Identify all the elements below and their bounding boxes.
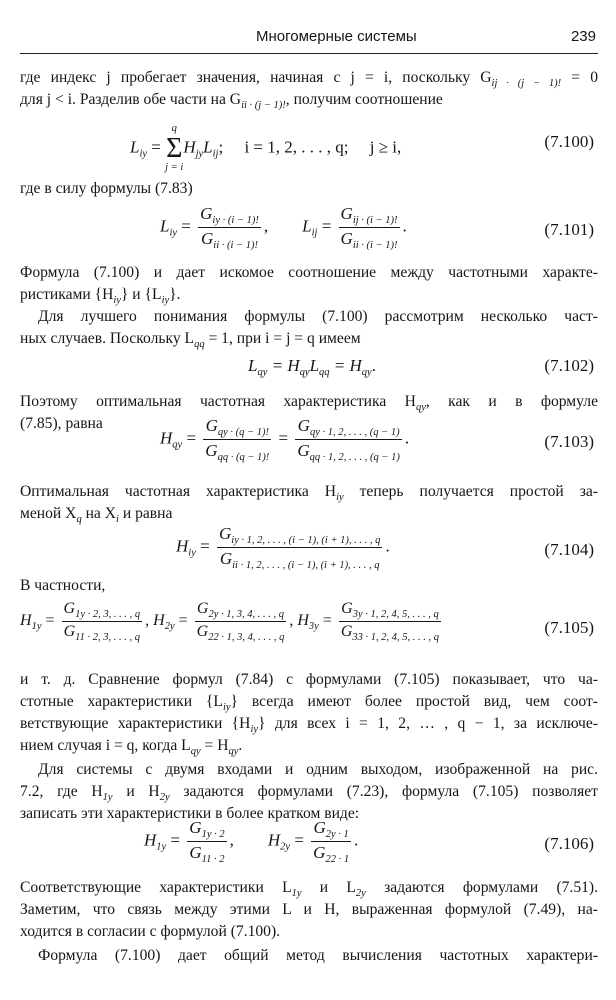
numerator bbox=[195, 600, 287, 622]
page-number: 239 bbox=[570, 28, 596, 45]
equation-body bbox=[20, 600, 444, 643]
denominator bbox=[311, 842, 351, 865]
text-line bbox=[20, 900, 598, 920]
text-span: задаются формулами (7.23), формула (7.105) позволяет bbox=[169, 783, 598, 800]
symbol: H bbox=[176, 536, 189, 556]
text-span: Заметим, что связь между этими L и H, выраженная формулой (7.49), на- bbox=[20, 901, 598, 918]
equation-7-106 bbox=[0, 818, 616, 878]
denominator bbox=[295, 440, 402, 463]
subscript: ii · (i − 1)! bbox=[352, 240, 398, 251]
subscript: iy bbox=[161, 295, 170, 306]
symbol: = H bbox=[267, 356, 300, 375]
fraction bbox=[62, 600, 143, 643]
equation-7-100 bbox=[0, 114, 616, 172]
text-span: } и {L bbox=[120, 286, 162, 303]
equation-body bbox=[130, 124, 401, 173]
equation-7-101 bbox=[0, 204, 616, 258]
text-span: . bbox=[238, 737, 243, 754]
subscript: qy · 1, 2, . . . , (q − 1) bbox=[309, 427, 400, 438]
text-span: Оптимальная частотная характеристика H bbox=[20, 483, 337, 500]
symbol: H bbox=[297, 612, 309, 630]
text-span: и равна bbox=[118, 505, 173, 522]
text-span: для j < i. Разделив обе части на G bbox=[20, 91, 242, 108]
running-title: Многомерные системы bbox=[256, 28, 417, 45]
operator: = bbox=[147, 137, 166, 157]
subscript: 2y bbox=[355, 888, 366, 899]
subscript: iy · (i − 1)! bbox=[212, 215, 259, 226]
text-span: задаются формулами (7.51). bbox=[365, 879, 599, 896]
text-span: } всегда имеют более простой вид, чем соот- bbox=[230, 693, 598, 710]
subscript: qy bbox=[172, 439, 183, 451]
symbol: L bbox=[203, 137, 213, 157]
operator: = bbox=[182, 428, 201, 448]
subscript: ij · (i − 1)! bbox=[352, 215, 398, 226]
sum-sign: Σ bbox=[166, 132, 183, 164]
subscript: iy bbox=[336, 492, 344, 503]
text-span: на X bbox=[81, 505, 117, 522]
separator: . bbox=[371, 356, 376, 375]
text-span: меной X bbox=[20, 505, 77, 522]
symbol: G bbox=[196, 600, 209, 617]
symbol: G bbox=[205, 416, 218, 435]
subscript: 3y · 1, 2, 4, 5, . . . , q bbox=[352, 609, 439, 620]
numerator bbox=[339, 204, 400, 228]
numerator bbox=[339, 600, 441, 622]
text-line bbox=[20, 736, 598, 762]
denominator bbox=[339, 228, 400, 251]
separator: . bbox=[402, 216, 407, 236]
text-span: Для лучшего понимания формулы (7.100) рассмотрим несколько част- bbox=[38, 308, 598, 325]
text-span: 7.2, где H bbox=[20, 783, 103, 800]
text-line bbox=[20, 946, 598, 966]
subscript: qy bbox=[415, 402, 426, 413]
subscript: 11 · 2 bbox=[201, 854, 225, 865]
text-span: где в силу формулы (7.83) bbox=[20, 180, 193, 197]
equation-number: (7.103) bbox=[544, 432, 594, 451]
equation-number: (7.105) bbox=[544, 618, 594, 637]
separator: , bbox=[289, 612, 294, 630]
text-line bbox=[20, 307, 598, 327]
equation-7-104 bbox=[0, 524, 616, 580]
subscript: 22 · 1, 3, 4, . . . , q bbox=[208, 632, 285, 643]
text-span: ристиками {H bbox=[20, 286, 114, 303]
subscript: 3y bbox=[308, 621, 319, 633]
subscript: ii · 1, 2, . . . , (i − 1), (i + 1), . . . , q bbox=[232, 560, 380, 571]
text-span: и L bbox=[301, 879, 356, 896]
operator: = bbox=[177, 216, 196, 236]
sum-lower-limit: j = i bbox=[165, 161, 184, 173]
symbol: H bbox=[153, 612, 165, 630]
denominator bbox=[187, 842, 226, 865]
subscript: iy bbox=[188, 547, 196, 559]
numerator bbox=[311, 818, 351, 842]
operator: = bbox=[41, 612, 59, 630]
fraction bbox=[187, 818, 226, 865]
equation-body bbox=[160, 204, 407, 251]
numerator bbox=[203, 416, 271, 440]
subscript: jy bbox=[195, 148, 204, 160]
running-header bbox=[20, 27, 598, 54]
subscript: 2y bbox=[280, 841, 291, 853]
subscript: iy · 1, 2, . . . , (i − 1), (i + 1), . . . , q bbox=[231, 535, 381, 546]
fraction bbox=[295, 416, 402, 463]
text-line bbox=[20, 90, 598, 116]
symbol: H bbox=[160, 428, 173, 448]
text-span: , как и в формуле bbox=[425, 393, 598, 410]
symbol: G bbox=[340, 623, 353, 640]
separator: . bbox=[404, 428, 410, 448]
denominator bbox=[203, 440, 271, 463]
text-line bbox=[20, 760, 598, 780]
symbol: H bbox=[20, 612, 32, 630]
summation bbox=[165, 124, 183, 173]
subscript: qy bbox=[228, 746, 239, 757]
subscript: 1y · 2 bbox=[201, 829, 225, 840]
equation-body bbox=[144, 818, 358, 865]
fraction bbox=[339, 600, 441, 643]
fraction bbox=[195, 600, 287, 643]
text-span: записать эти характеристики в более кратком виде: bbox=[20, 805, 360, 822]
operator: = bbox=[317, 216, 336, 236]
subscript: qy bbox=[190, 746, 201, 757]
text-span: Поэтому оптимальная частотная характеристика H bbox=[20, 393, 416, 410]
separator: . bbox=[354, 830, 359, 850]
symbol: G bbox=[189, 843, 202, 862]
symbol: G bbox=[63, 623, 76, 640]
subscript: q bbox=[76, 514, 82, 525]
text-span: нием случая i = q, когда L bbox=[20, 737, 191, 754]
text-span: ных случаев. Поскольку L bbox=[20, 330, 195, 347]
text-span: Для системы с двумя входами и одним выходом, изображенной на рис. bbox=[38, 761, 598, 778]
separator: . bbox=[385, 536, 390, 556]
numerator bbox=[198, 204, 261, 228]
equation-body bbox=[176, 524, 390, 571]
symbol: G bbox=[201, 229, 214, 248]
symbol: G bbox=[341, 600, 353, 617]
equation-number: (7.100) bbox=[544, 132, 594, 151]
text-span: (7.85), равна bbox=[20, 415, 103, 432]
equation-body bbox=[160, 416, 409, 463]
symbol: G bbox=[313, 843, 326, 862]
operator: = bbox=[174, 612, 192, 630]
subscript: qq · (q − 1)! bbox=[217, 452, 270, 463]
text-span: Соответствующие характеристики L bbox=[20, 879, 292, 896]
symbol: G bbox=[205, 441, 218, 460]
text-span: ветствующие характеристики {H bbox=[20, 715, 251, 732]
subscript: qq · 1, 2, . . . , (q − 1) bbox=[309, 452, 400, 463]
operator: = bbox=[274, 428, 293, 448]
subscript: iy bbox=[113, 295, 121, 306]
operator: = bbox=[290, 830, 309, 850]
text-span: = 1, при i = j = q имеем bbox=[204, 330, 361, 347]
text-span: и т. д. Сравнение формул (7.84) с формулами (7.105) показывает, что ча- bbox=[20, 671, 598, 688]
subscript: ii · (j − 1)! bbox=[241, 100, 286, 111]
denominator bbox=[62, 622, 143, 643]
denominator bbox=[198, 228, 261, 251]
equation-7-105 bbox=[0, 600, 616, 660]
subscript: ii · (i − 1)! bbox=[213, 240, 258, 251]
symbol: G bbox=[297, 441, 310, 460]
text-span: ходится в согласии с формулой (7.100). bbox=[20, 923, 281, 940]
denominator bbox=[339, 622, 441, 643]
numerator bbox=[62, 600, 143, 622]
text-span: стотные характеристики {L bbox=[20, 693, 223, 710]
subscript: 2y · 1, 3, 4, . . . , q bbox=[208, 609, 285, 620]
separator: , bbox=[229, 830, 234, 850]
operator: = bbox=[166, 830, 185, 850]
symbol: L bbox=[160, 216, 170, 236]
symbol: G bbox=[340, 204, 353, 223]
symbol: G bbox=[200, 204, 213, 223]
subscript: qq bbox=[319, 367, 330, 378]
subscript: 11 · 2, 3, . . . , q bbox=[75, 632, 141, 643]
equation-number: (7.101) bbox=[544, 220, 594, 239]
subscript: i bbox=[116, 514, 119, 525]
text-span: Формула (7.100) дает общий метод вычисления частотных характери- bbox=[38, 947, 598, 964]
fraction bbox=[217, 524, 382, 571]
equation-number: (7.106) bbox=[544, 834, 594, 853]
text-line bbox=[20, 670, 598, 690]
equation-number: (7.102) bbox=[544, 356, 594, 375]
symbol: H bbox=[144, 830, 157, 850]
subscript: 1y bbox=[102, 792, 113, 803]
equation-number: (7.104) bbox=[544, 540, 594, 559]
subscript: ij · (j − 1)! bbox=[491, 78, 562, 89]
symbol: H bbox=[267, 830, 281, 850]
operator: = bbox=[195, 536, 214, 556]
text-span: = H bbox=[200, 737, 229, 754]
equation-condition: ; i = 1, 2, . . . , q; j ≥ i, bbox=[218, 137, 402, 157]
text-span: и H bbox=[112, 783, 160, 800]
subscript: 22 · 1 bbox=[325, 854, 350, 865]
subscript: ij bbox=[311, 227, 318, 239]
text-span: Формула (7.100) и дает искомое соотношение между частотными характе- bbox=[20, 264, 598, 281]
text-span: , получим соотношение bbox=[285, 91, 443, 108]
symbol: = H bbox=[329, 356, 362, 375]
equation-7-103 bbox=[0, 416, 616, 470]
subscript: iy bbox=[169, 227, 178, 239]
subscript: 2y bbox=[164, 621, 175, 633]
symbol: G bbox=[219, 549, 233, 568]
text-span: где индекс j пробегает значения, начиная с j = i, поскольку G bbox=[20, 69, 492, 86]
subscript: 2y bbox=[159, 792, 170, 803]
subscript: 1y bbox=[156, 841, 167, 853]
numerator bbox=[295, 416, 402, 440]
operator: = bbox=[318, 612, 336, 630]
denominator bbox=[217, 548, 382, 571]
symbol: L bbox=[248, 356, 258, 375]
fraction bbox=[198, 204, 261, 251]
equation-body bbox=[248, 356, 376, 378]
symbol: G bbox=[63, 600, 76, 617]
text-span: }. bbox=[169, 286, 181, 303]
symbol: G bbox=[297, 416, 310, 435]
fraction bbox=[339, 204, 400, 251]
text-line bbox=[20, 576, 598, 596]
sum-upper-limit: q bbox=[171, 123, 177, 134]
subscript: iy bbox=[139, 148, 148, 160]
denominator bbox=[195, 622, 287, 643]
equation-7-102 bbox=[0, 352, 616, 382]
text-span: = 0 bbox=[561, 69, 599, 86]
symbol: G bbox=[189, 818, 202, 837]
text-span: теперь получается простой за- bbox=[343, 483, 599, 500]
text-line bbox=[20, 263, 598, 283]
symbol: L bbox=[309, 356, 320, 375]
text-line bbox=[20, 922, 598, 942]
text-span: В частности, bbox=[20, 577, 106, 594]
symbol: H bbox=[183, 137, 196, 157]
symbol: G bbox=[196, 623, 209, 640]
subscript: 2y · 1 bbox=[325, 829, 349, 840]
text-line bbox=[20, 179, 598, 199]
fraction bbox=[311, 818, 351, 865]
numerator bbox=[217, 524, 382, 548]
subscript: ij bbox=[212, 148, 219, 160]
subscript: iy bbox=[222, 702, 231, 713]
symbol: G bbox=[340, 229, 353, 248]
numerator bbox=[187, 818, 226, 842]
subscript: 33 · 1, 2, 4, 5, . . . , q bbox=[352, 632, 440, 643]
subscript: qy bbox=[257, 367, 268, 378]
symbol: G bbox=[218, 524, 232, 543]
subscript: 1y · 2, 3, . . . , q bbox=[75, 609, 141, 620]
subscript: 1y bbox=[291, 888, 302, 899]
subscript: qy bbox=[299, 367, 310, 378]
subscript: qq bbox=[194, 339, 205, 350]
subscript: qy bbox=[361, 367, 372, 378]
subscript: 1y bbox=[31, 621, 42, 633]
fraction bbox=[203, 416, 271, 463]
separator: , bbox=[145, 612, 150, 630]
symbol: L bbox=[302, 216, 312, 236]
subscript: iy bbox=[250, 724, 259, 735]
symbol: L bbox=[130, 137, 140, 157]
symbol: G bbox=[313, 818, 326, 837]
subscript: qy · (q − 1)! bbox=[217, 427, 269, 438]
text-span: } для всех i = 1, 2, … , q − 1, за исключе- bbox=[258, 715, 598, 732]
separator: , bbox=[263, 216, 269, 236]
